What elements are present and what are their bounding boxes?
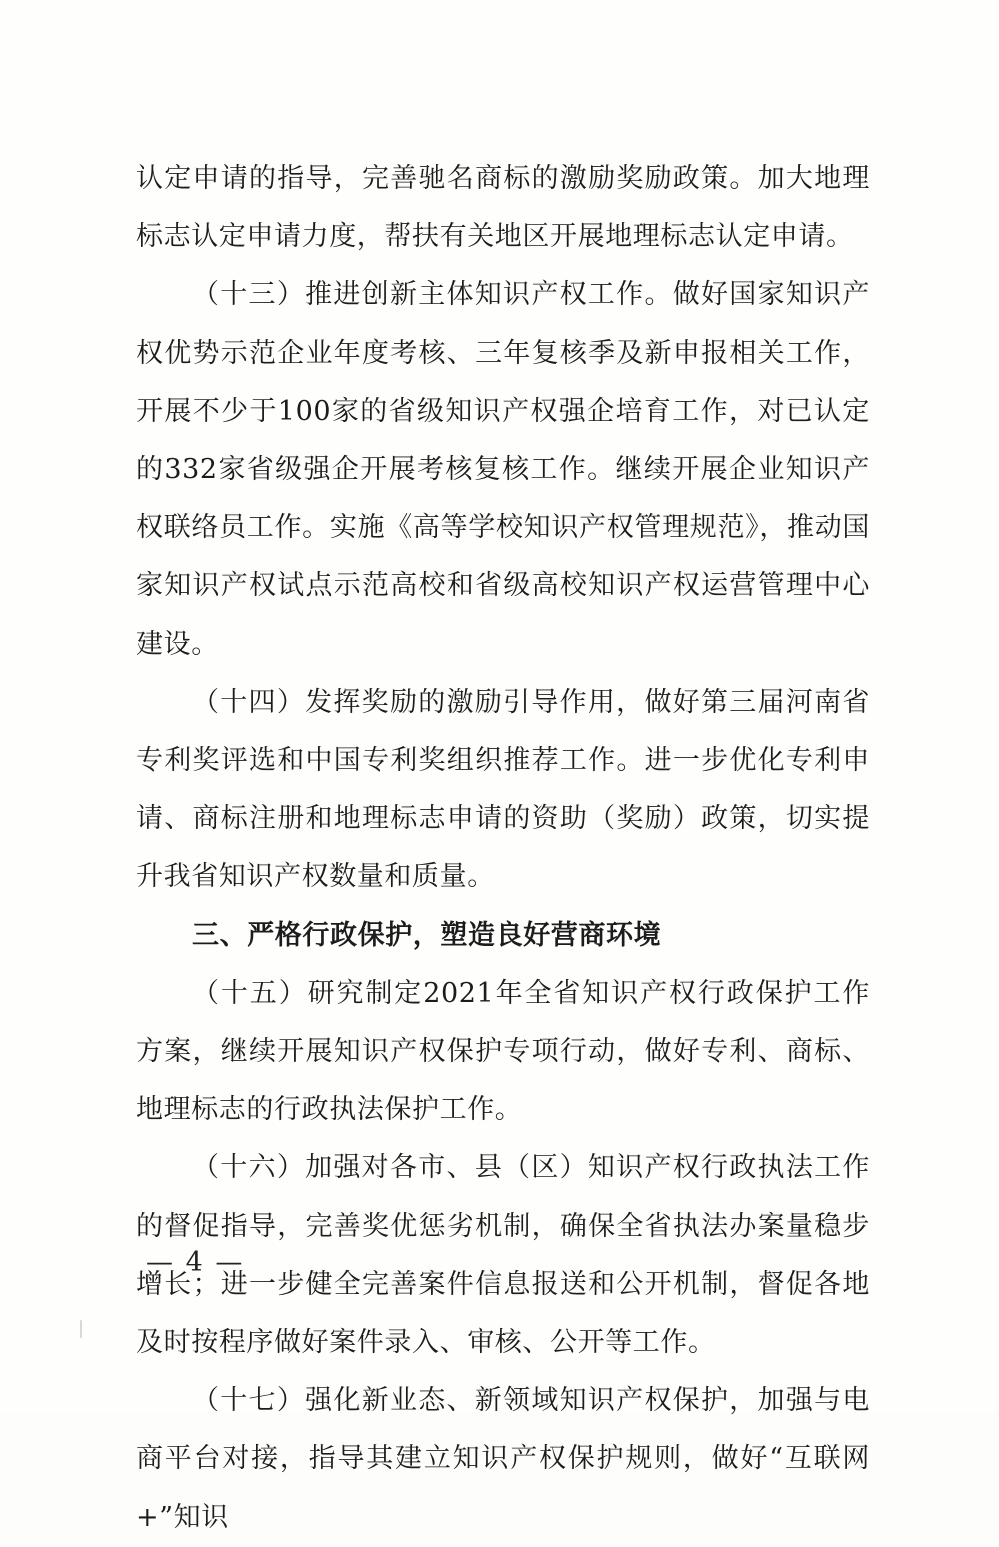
paragraph-continued: 认定申请的指导，完善驰名商标的激励奖励政策。加大地理标志认定申请力度，帮扶有关地区开展地理标志认定申请。 [136, 163, 870, 253]
paragraph-13: （十三）推进创新主体知识产权工作。做好国家知识产权优势示范企业年度考核、三年复核季及新申报相关工作，开展不少于100家的省级知识产权强企培育工作，对已认定的332家省级强企开展考核复核工作。继续开展企业知识产权联络员工作。实施《高等学校知识产权管理规范》，推动国家知识产权试点示范高校和省级高校知识产权运营管理中心建设。 [136, 279, 870, 660]
paragraph-15: （十五）研究制定2021年全省知识产权行政保护工作方案，继续开展知识产权保护专项行动，做好专利、商标、地理标志的行政执法保护工作。 [136, 977, 870, 1126]
page-number: — 4 — [146, 1247, 245, 1278]
paragraph-16: （十六）加强对各市、县（区）知识产权行政执法工作的督促指导，完善奖优惩劣机制，确保全省执法办案量稳步增长；进一步健全完善案件信息报送和公开机制，督促各地及时按程序做好案件录入、审核、公开等工作。 [136, 1152, 870, 1359]
paragraph-17: （十七）强化新业态、新领域知识产权保护，加强与电商平台对接，指导其建立知识产权保护规则，做好“互联网+”知识 [136, 1385, 870, 1533]
scan-artifact [80, 1320, 82, 1338]
body-text [136, 150, 870, 1547]
section-heading: 三、严格行政保护，塑造良好营商环境 [192, 919, 662, 951]
paragraph-14: （十四）发挥奖励的激励引导作用，做好第三届河南省专利奖评选和中国专利奖组织推荐工作。进一步优化专利申请、商标注册和地理标志申请的资助（奖励）政策，切实提升我省知识产权数量和质量。 [136, 686, 870, 893]
